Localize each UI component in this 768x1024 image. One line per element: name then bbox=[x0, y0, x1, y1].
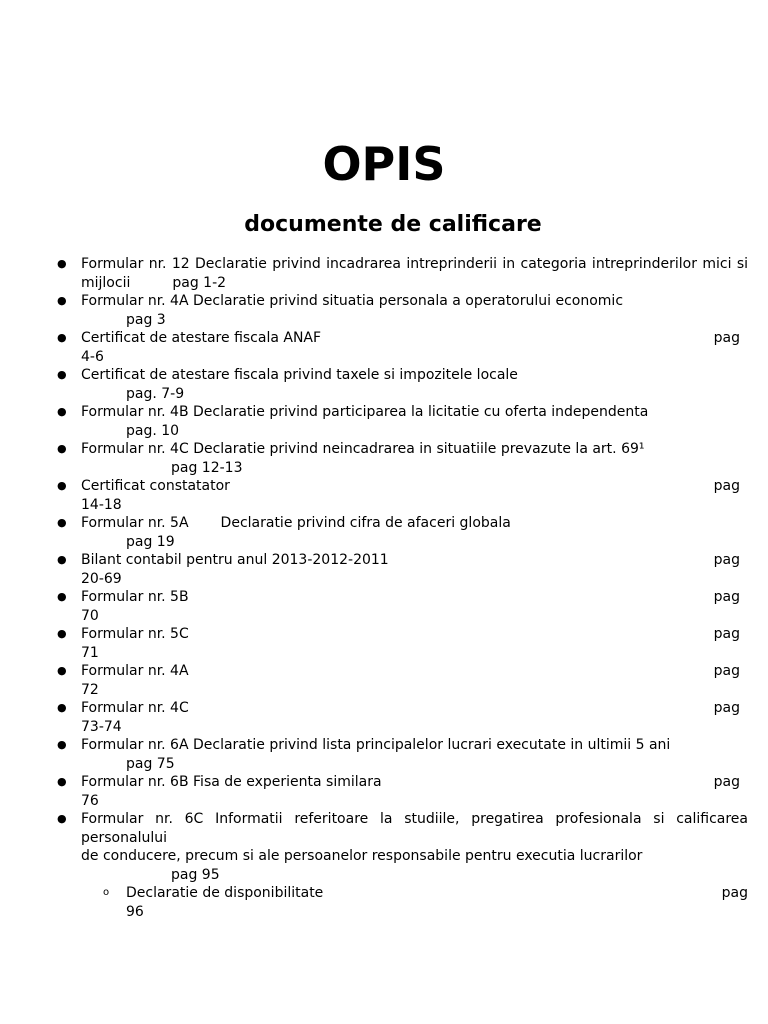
bullet-icon: ● bbox=[57, 812, 67, 825]
item-text: Formular nr. 4C Declaratie privind neincadrarea in situatiile prevazute la art. 69¹ bbox=[81, 441, 645, 457]
bullet-icon: ● bbox=[57, 553, 67, 566]
bullet-icon: ● bbox=[57, 368, 67, 381]
item-text: Formular nr. 4B Declaratie privind participarea la licitatie cu oferta independenta bbox=[81, 404, 649, 420]
item-text: Certificat de atestare fiscala privind taxele si impozitele locale bbox=[81, 367, 518, 383]
item-page-range: 20-69 bbox=[81, 570, 122, 587]
item-page: pag bbox=[713, 478, 740, 494]
item-page-range: 76 bbox=[81, 792, 99, 809]
item-page: pag. 7-9 bbox=[126, 385, 185, 402]
item-page-range: 71 bbox=[81, 644, 99, 661]
item-page: pag bbox=[713, 552, 740, 568]
list-item bbox=[0, 662, 768, 699]
item-text-cont: personalului bbox=[81, 829, 167, 846]
item-page: pag bbox=[713, 626, 740, 642]
subitem-text: Declaratie de disponibilitate bbox=[126, 885, 324, 901]
list-item bbox=[0, 514, 768, 551]
bullet-icon: ● bbox=[57, 701, 67, 714]
item-text: Formular nr. 5B bbox=[81, 589, 189, 605]
document-list bbox=[0, 255, 768, 921]
item-page-range: 73-74 bbox=[81, 718, 122, 735]
item-text-desc: Declaratie privind cifra de afaceri globala bbox=[220, 515, 511, 531]
list-item bbox=[0, 403, 768, 440]
sub-list-item bbox=[0, 884, 768, 921]
list-item bbox=[0, 625, 768, 662]
list-item bbox=[0, 773, 768, 810]
item-page: pag bbox=[713, 330, 740, 346]
item-page: pag 12-13 bbox=[171, 459, 243, 476]
list-item bbox=[0, 588, 768, 625]
bullet-icon: ● bbox=[57, 775, 67, 788]
bullet-icon: ● bbox=[57, 294, 67, 307]
item-text-cont: mijlocii bbox=[81, 274, 131, 291]
item-page-range: 70 bbox=[81, 607, 99, 624]
item-page: pag bbox=[713, 774, 740, 790]
bullet-icon: ● bbox=[57, 516, 67, 529]
item-text: Formular nr. 6A Declaratie privind lista principalelor lucrari executate in ultimii 5 ani bbox=[81, 737, 671, 753]
subitem-page: pag bbox=[721, 885, 748, 901]
list-item bbox=[0, 736, 768, 773]
list-item bbox=[0, 440, 768, 477]
item-text: Bilant contabil pentru anul 2013-2012-2011 bbox=[81, 552, 389, 568]
list-item bbox=[0, 292, 768, 329]
bullet-icon: ● bbox=[57, 257, 67, 270]
item-page: pag 3 bbox=[126, 311, 166, 328]
item-text: Formular nr. 5C bbox=[81, 626, 189, 642]
list-item bbox=[0, 699, 768, 736]
item-page: pag 75 bbox=[126, 755, 175, 772]
document-title: OPIS bbox=[322, 137, 446, 191]
list-item bbox=[0, 329, 768, 366]
item-page: pag bbox=[713, 663, 740, 679]
circle-bullet-icon: o bbox=[103, 887, 110, 898]
item-page: pag bbox=[713, 589, 740, 605]
item-page-range: 14-18 bbox=[81, 496, 122, 513]
bullet-icon: ● bbox=[57, 738, 67, 751]
item-text: Formular nr. 6C Informatii referitoare la studiile, pregatirea profesionala si calificarea bbox=[81, 811, 748, 827]
list-item bbox=[0, 477, 768, 514]
item-page: pag bbox=[713, 700, 740, 716]
item-page: pag 1-2 bbox=[172, 274, 227, 291]
item-text: Formular nr. 5A bbox=[81, 515, 189, 531]
item-text-cont2: de conducere, precum si ale persoanelor responsabile pentru executia lucrarilor bbox=[81, 848, 643, 864]
bullet-icon: ● bbox=[57, 479, 67, 492]
item-page: pag 95 bbox=[171, 866, 220, 883]
subitem-page-range: 96 bbox=[126, 903, 144, 920]
bullet-icon: ● bbox=[57, 627, 67, 640]
bullet-icon: ● bbox=[57, 590, 67, 603]
bullet-icon: ● bbox=[57, 405, 67, 418]
item-text: Formular nr. 12 Declaratie privind incadrarea intreprinderii in categoria intreprinderilor mici si bbox=[81, 256, 748, 272]
bullet-icon: ● bbox=[57, 331, 67, 344]
item-page-range: 72 bbox=[81, 681, 99, 698]
list-item bbox=[0, 551, 768, 588]
item-page-range: 4-6 bbox=[81, 348, 104, 365]
list-item bbox=[0, 366, 768, 403]
item-text: Formular nr. 6B Fisa de experienta similara bbox=[81, 774, 382, 790]
item-page: pag. 10 bbox=[126, 422, 180, 439]
document-subtitle: documente de calificare bbox=[244, 212, 542, 237]
item-text: Certificat de atestare fiscala ANAF bbox=[81, 330, 322, 346]
bullet-icon: ● bbox=[57, 442, 67, 455]
item-text: Formular nr. 4A Declaratie privind situatia personala a operatorului economic bbox=[81, 293, 624, 309]
item-page: pag 19 bbox=[126, 533, 175, 550]
bullet-icon: ● bbox=[57, 664, 67, 677]
item-text: Formular nr. 4A bbox=[81, 663, 189, 679]
list-item bbox=[0, 810, 768, 884]
item-text: Formular nr. 4C bbox=[81, 700, 189, 716]
list-item bbox=[0, 255, 768, 292]
item-text: Certificat constatator bbox=[81, 478, 230, 494]
